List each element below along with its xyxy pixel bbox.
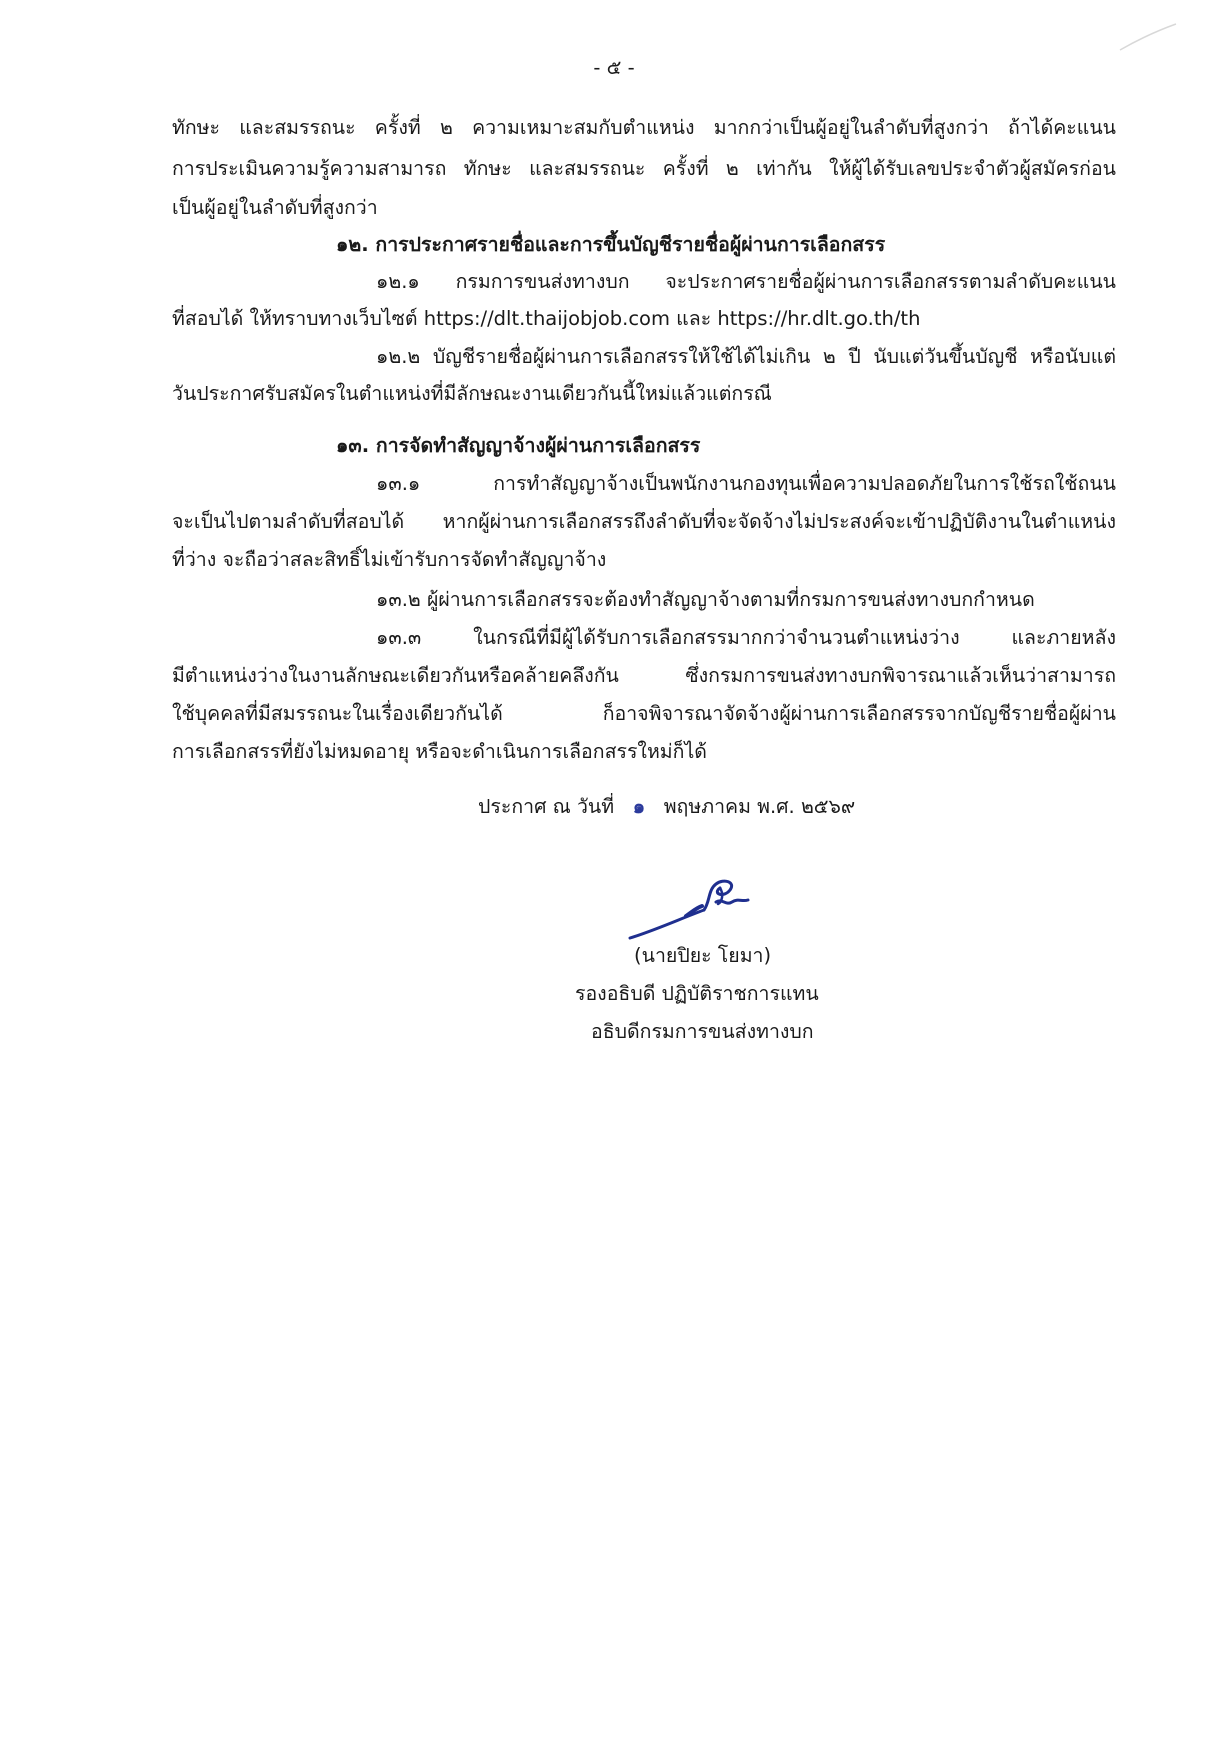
announcement-date [478,795,855,818]
announcement-day: ๑ [632,795,646,818]
section-12-1-line: ๑๒.๑ กรมการขนส่งทางบก จะประกาศรายชื่อผู้ผ่านการเลือกสรรตามลำดับคะแนน [376,270,1116,293]
signatory-position: รองอธิบดี ปฏิบัติราชการแทน [575,982,819,1005]
section-13-1-line: จะเป็นไปตามลำดับที่สอบได้ หากผู้ผ่านการเลือกสรรถึงลำดับที่จะจัดจ้างไม่ประสงค์จะเข้าปฏิบัติงานในตำแหน่ง [172,510,1116,533]
section-13-3-line: ใช้บุคคลที่มีสมรรถนะในเรื่องเดียวกันได้ ก็อาจพิจารณาจัดจ้างผู้ผ่านการเลือกสรรจากบัญชีรายชื่อผู้ผ่าน [172,702,1116,725]
section-13-1-line: ที่ว่าง จะถือว่าสละสิทธิ์ไม่เข้ารับการจัดทำสัญญาจ้าง [172,548,607,571]
section-13-3-line: การเลือกสรรที่ยังไม่หมดอายุ หรือจะดำเนินการเลือกสรรใหม่ก็ได้ [172,740,707,763]
section-13-heading: ๑๓. การจัดทำสัญญาจ้างผู้ผ่านการเลือกสรร [336,434,701,457]
signatory-department: อธิบดีกรมการขนส่งทางบก [591,1020,814,1043]
signatory-name: (นายปิยะ โยมา) [634,944,772,967]
signature-icon [626,872,756,944]
section-13-3-line: ๑๓.๓ ในกรณีที่มีผู้ได้รับการเลือกสรรมากกว่าจำนวนตำแหน่งว่าง และภายหลัง [376,626,1116,649]
section-12-2-line: วันประกาศรับสมัครในตำแหน่งที่มีลักษณะงานเดียวกันนี้ใหม่แล้วแต่กรณี [172,382,772,405]
section-13-1-line: ๑๓.๑ การทำสัญญาจ้างเป็นพนักงานกองทุนเพื่อความปลอดภัยในการใช้รถใช้ถนน [376,472,1116,495]
section-12-1-line: ที่สอบได้ ให้ทราบทางเว็บไซต์ https://dlt.thaijobjob.com และ https://hr.dlt.go.th/th [172,307,921,330]
section-12-heading: ๑๒. การประกาศรายชื่อและการขึ้นบัญชีรายชื่อผู้ผ่านการเลือกสรร [336,233,886,256]
section-12-2-line: ๑๒.๒ บัญชีรายชื่อผู้ผ่านการเลือกสรรให้ใช้ได้ไม่เกิน ๒ ปี นับแต่วันขึ้นบัญชี หรือนับแต่ [376,345,1116,368]
announcement-month-year: พฤษภาคม พ.ศ. ๒๕๖๙ [663,795,856,818]
paragraph-line: การประเมินความรู้ความสามารถ ทักษะ และสมรรถนะ ครั้งที่ ๒ เท่ากัน ให้ผู้ได้รับเลขประจำตัวผู้สมัครก่อน [172,157,1116,180]
section-13-2-line: ๑๓.๒ ผู้ผ่านการเลือกสรรจะต้องทำสัญญาจ้างตามที่กรมการขนส่งทางบกกำหนด [376,588,1035,611]
section-13-3-line: มีตำแหน่งว่างในงานลักษณะเดียวกันหรือคล้ายคลึงกัน ซึ่งกรมการขนส่งทางบกพิจารณาแล้วเห็นว่าสามารถ [172,664,1116,687]
paragraph-line: เป็นผู้อยู่ในลำดับที่สูงกว่า [172,196,378,219]
page-number: - ๕ - [593,56,635,79]
paragraph-line: ทักษะ และสมรรถนะ ครั้งที่ ๒ ความเหมาะสมกับตำแหน่ง มากกว่าเป็นผู้อยู่ในลำดับที่สูงกว่า ถ้าได้คะแนน [172,116,1116,139]
announcement-prefix: ประกาศ ณ วันที่ [478,795,615,818]
scan-mark-icon [1118,22,1178,52]
